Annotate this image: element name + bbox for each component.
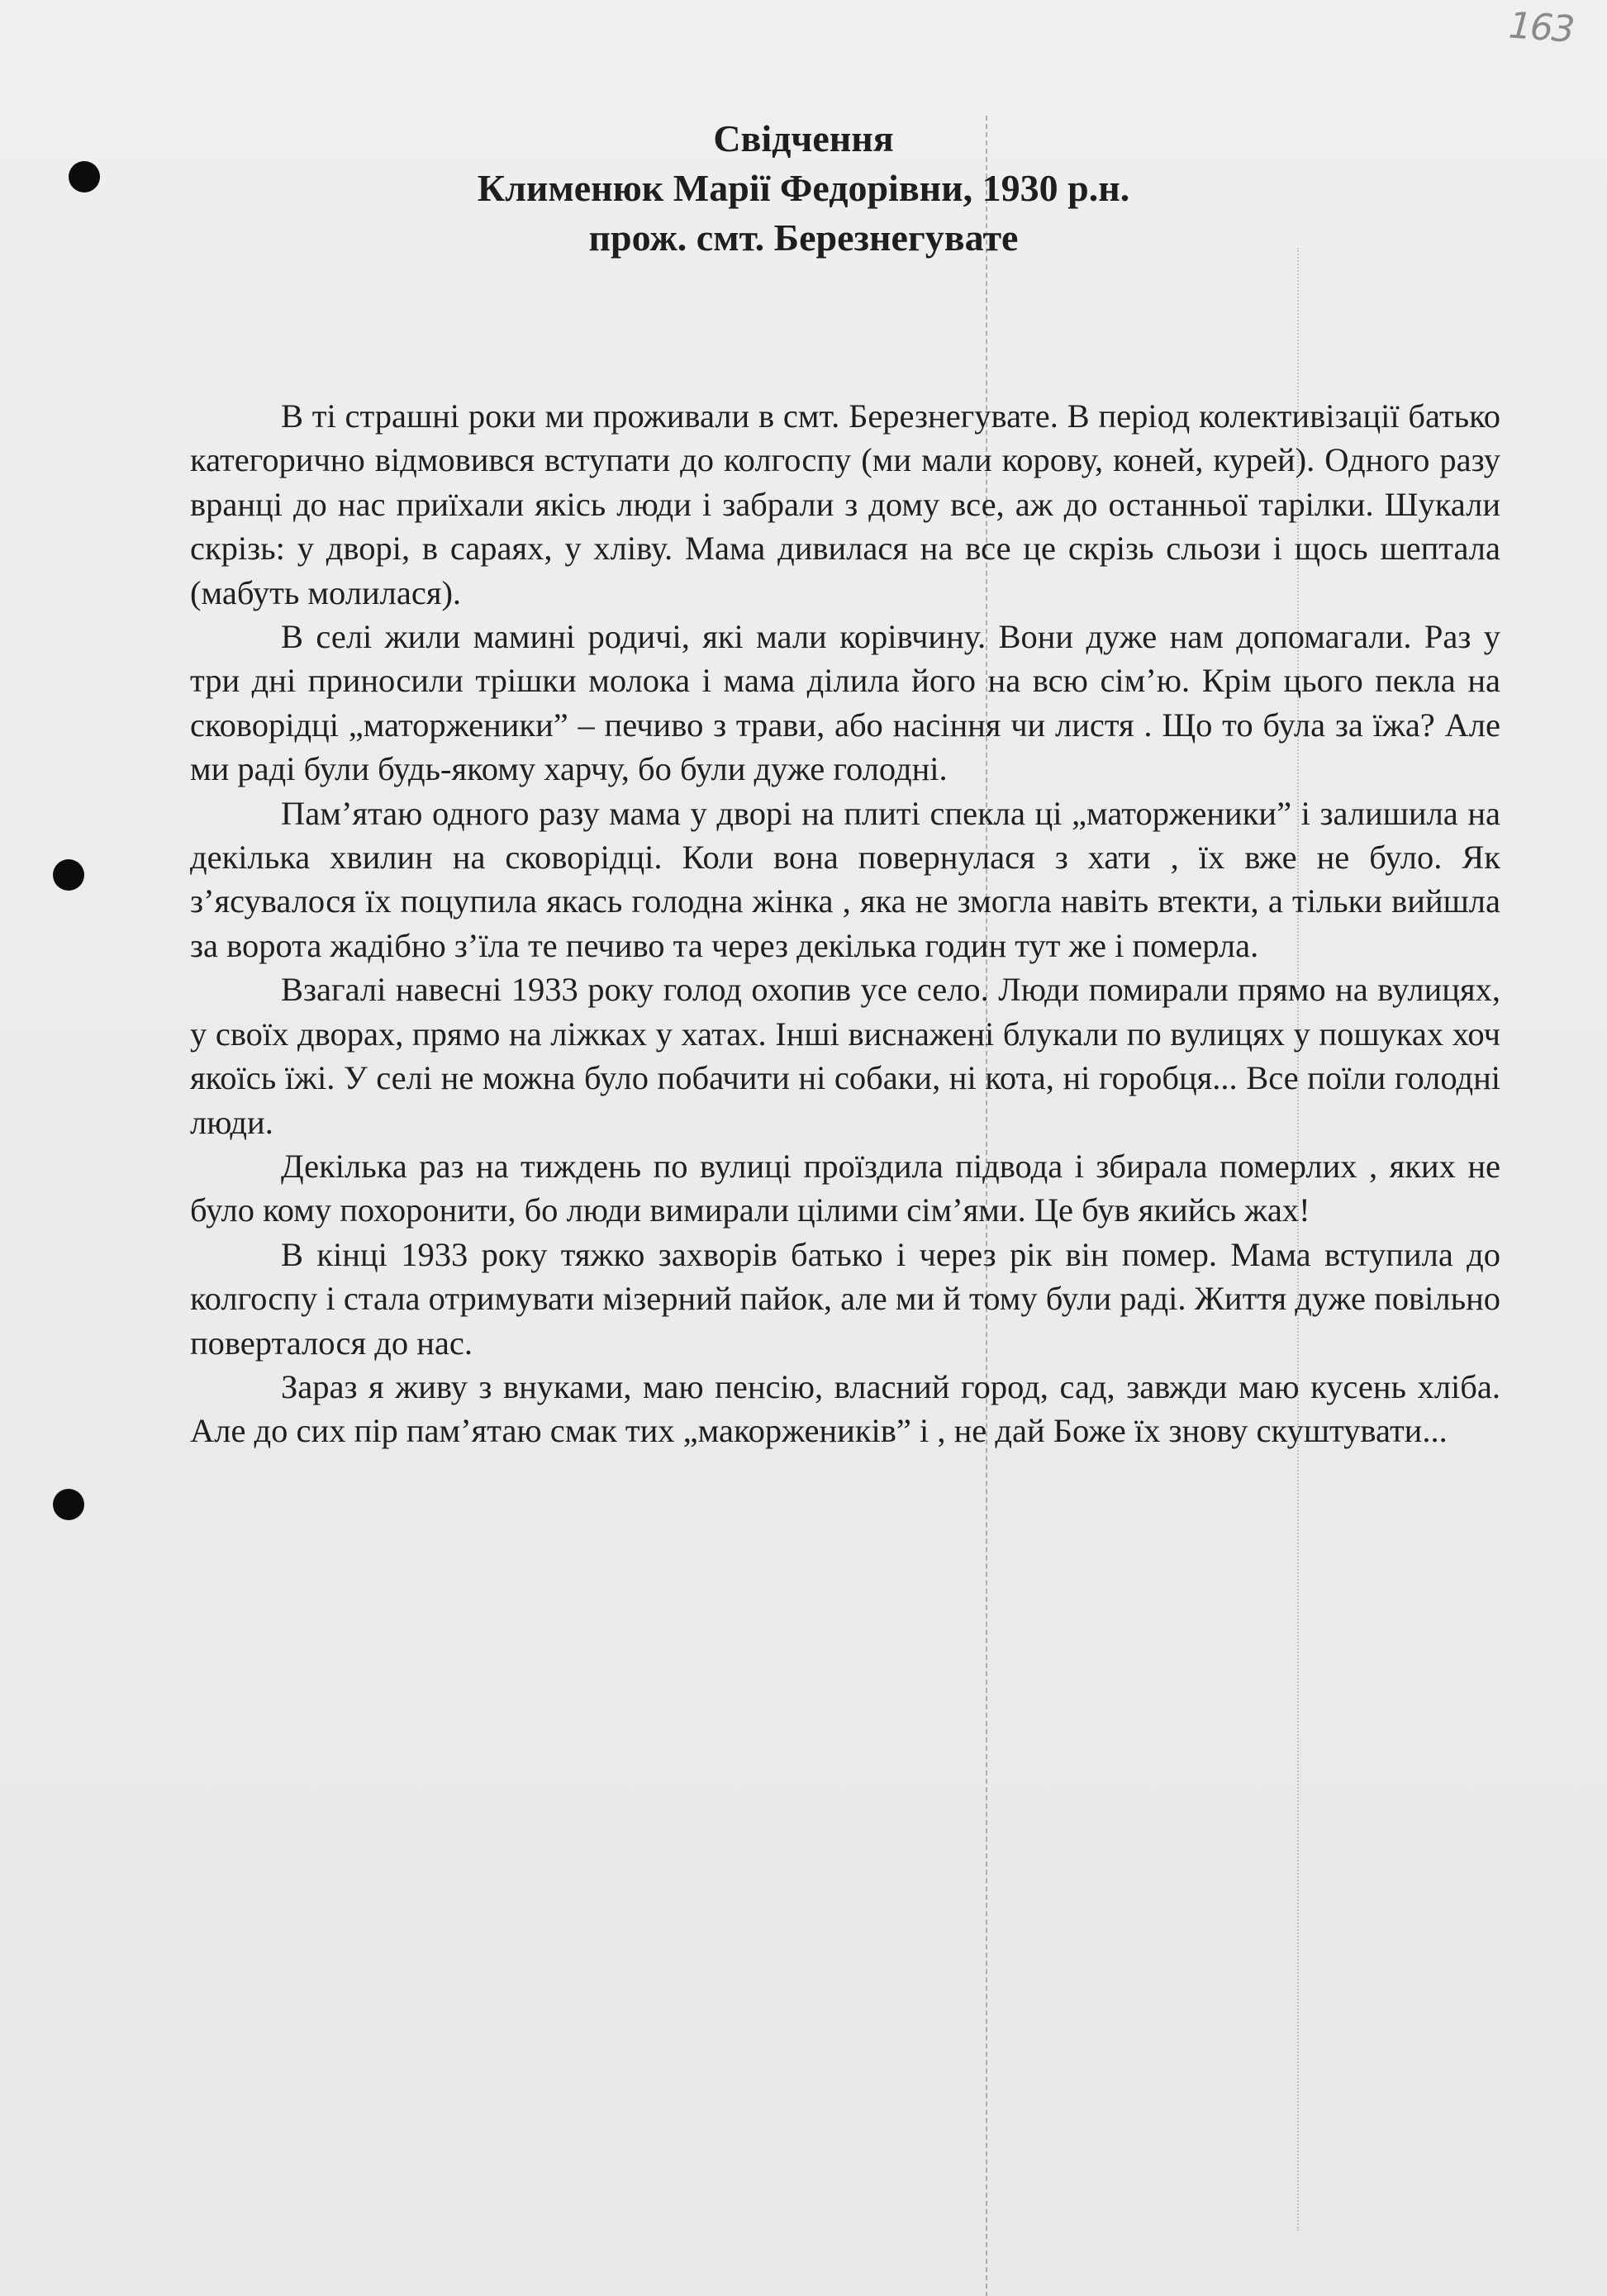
paragraph: Зараз я живу з внуками, маю пенсію, власний город, сад, завжди маю кусень хліба. Але до сих пір пам’ятаю смак тих „макорженикiв” і , не дай Боже їх знову скуштувати...	[190, 1367, 1500, 1450]
document-header	[0, 114, 1607, 263]
punch-hole-icon	[53, 1489, 84, 1520]
paragraph: В ті страшні роки ми проживали в смт. Березнегувате. В період колективізації батько категорично відмовився вступати до колгоспу (ми мали корову, коней, курей). Одного разу вранці до нас приїхали якісь люди і забрали з дому все, аж до останньої тарілки. Шукали скрізь: у дворі, в сараях, у хліву. Мама дивилася на все це скрізь сльози і щось шептала (мабуть молилася).	[190, 397, 1500, 611]
punch-hole-icon	[53, 859, 84, 891]
handwritten-page-number: 163	[1507, 4, 1575, 51]
witness-residence: прож. смт. Березнегувате	[588, 216, 1019, 259]
paragraph: Взагалі навесні 1933 року голод охопив усе село. Люди помирали прямо на вулицях, у своїх дворах, прямо на ліжках у хатах. Інші виснажені блукали по вулицях у пошуках хоч якоїсь їжі. У селі не можна було побачити ні собаки, ні кота, ні горобця... Все поїли голодні люди.	[190, 971, 1500, 1141]
paragraph: Декілька раз на тиждень по вулиці проїздила підвода і збирала померлих , яких не було кому похоронити, бо люди вимирали цілими сім’ями. Це був якийсь жах!	[190, 1147, 1500, 1229]
paragraph: В кінці 1933 року тяжко захворів батько і через рік він помер. Мама вступила до колгоспу і стала отримувати мізерний пайок, але ми й тому були раді. Життя дуже повільно поверталося до нас.	[190, 1235, 1500, 1362]
paragraph: В селі жили мамині родичі, які мали корівчину. Вони дуже нам допомагали. Раз у три дні приносили трішки молока і мама ділила його на всю сім’ю. Крім цього пекла на сковорідці „маторженики” – печиво з трави, або насіння чи листя . Що то була за їжа? Але ми раді були будь-якому харчу, бо були дуже голодні.	[190, 618, 1500, 788]
testimony-body	[190, 394, 1500, 1453]
document-title: Свідчення	[713, 117, 894, 159]
paragraph: Пам’ятаю одного разу мама у дворі на плиті спекла ці „маторженики” і залишила на декілька хвилин на сковорідці. Коли вона повернулася з хати , їх вже не було. Як з’ясувалося їх поцупила якась голодна жінка , яка не змогла навіть втекти, а тільки вийшла за ворота жадібно з’їла те печиво та через декілька годин тут же і померла.	[190, 794, 1500, 964]
witness-name: Клименюк Марії Федорівни, 1930 р.н.	[477, 167, 1130, 209]
